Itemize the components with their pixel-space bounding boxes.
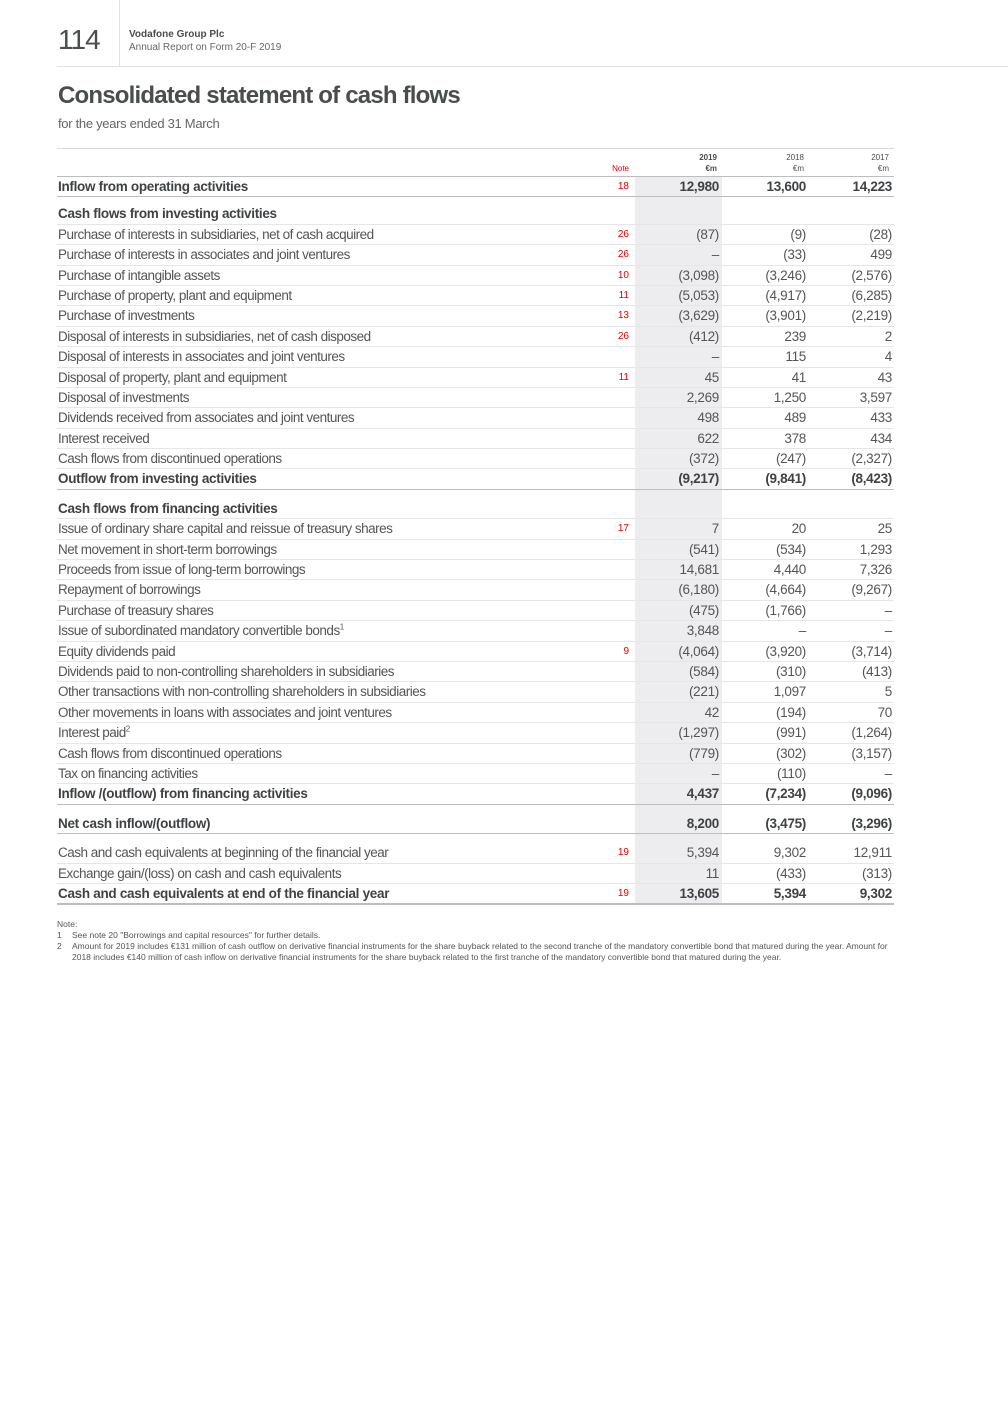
financing-heading xyxy=(57,499,894,519)
table-row xyxy=(57,864,894,884)
value-2019: (3,098) xyxy=(678,267,719,283)
value-2018: 13,600 xyxy=(766,179,806,194)
section-heading: Cash flows from financing activities xyxy=(58,500,278,516)
value-2019: 7 xyxy=(711,521,719,537)
value-2017: (2,327) xyxy=(851,451,892,467)
value-2018: 20 xyxy=(791,521,806,537)
table-row xyxy=(57,429,894,449)
value-2019: – xyxy=(711,765,719,781)
footnote-2 xyxy=(57,941,897,963)
row-label xyxy=(58,540,277,559)
row-label-text: Purchase of intangible assets xyxy=(58,267,220,283)
row-label-text: Purchase of investments xyxy=(58,308,195,324)
value-2019: 14,681 xyxy=(679,562,719,578)
value-2019: 8,200 xyxy=(686,815,719,831)
value-2018: (4,917) xyxy=(765,287,806,303)
row-label xyxy=(58,662,394,681)
unit-label: €m xyxy=(877,164,889,173)
year-label: 2018 xyxy=(786,153,804,162)
value-2019: (6,180) xyxy=(678,582,719,598)
value-2018: 9,302 xyxy=(773,845,806,861)
row-label xyxy=(58,327,371,346)
table-row xyxy=(57,306,894,326)
year-label: 2019 xyxy=(699,153,717,162)
value-2017: 70 xyxy=(877,704,892,720)
table-row xyxy=(57,408,894,428)
note-column-header: Note xyxy=(612,164,629,173)
table-row xyxy=(57,449,894,469)
year-label: 2017 xyxy=(871,153,889,162)
row-label xyxy=(58,519,392,538)
value-2017: – xyxy=(884,623,892,639)
value-2018: (33) xyxy=(783,247,806,263)
row-label xyxy=(58,864,341,883)
value-2018: 115 xyxy=(785,349,806,365)
table-row xyxy=(57,519,894,539)
footnote-text: Amount for 2019 includes €131 million of cash outflow on derivative financial instruments for the share buyback related to the second tranche of the mandatory convertible bond that matured during the year. Amount for 2018 includes €140 million of cash inflow on derivative financial instruments for the share buyback related to the first tranche of the mandatory convertible bond that matured during the year. xyxy=(72,941,888,963)
row-label xyxy=(58,601,213,620)
value-2018: (534) xyxy=(775,541,806,557)
value-2017: 499 xyxy=(870,247,892,263)
financing-rows xyxy=(57,519,894,784)
investing-heading xyxy=(57,204,894,224)
value-2018: (302) xyxy=(775,745,806,761)
value-2017: (313) xyxy=(861,865,892,881)
row-label xyxy=(58,449,282,468)
column-header-2018 xyxy=(724,152,804,174)
net-cash-row xyxy=(57,814,894,834)
value-2018: 378 xyxy=(784,430,806,446)
row-label xyxy=(58,560,305,579)
row-label xyxy=(58,286,292,305)
table-row xyxy=(57,245,894,265)
row-label xyxy=(58,723,130,742)
value-2018: (310) xyxy=(775,663,806,679)
row-label-text: Disposal of investments xyxy=(58,389,190,405)
value-2017: 43 xyxy=(877,369,892,385)
row-label: Net cash inflow/(outflow) xyxy=(58,815,211,831)
row-label xyxy=(58,429,149,448)
row-label-text: Cash flows from discontinued operations xyxy=(58,451,282,467)
value-2018: (9,841) xyxy=(765,471,806,487)
value-2018: (3,475) xyxy=(765,815,806,831)
financing-total-row xyxy=(57,784,894,804)
value-2019: (5,053) xyxy=(678,287,719,303)
value-2018: 4,440 xyxy=(773,562,806,578)
footnote-ref: 2 xyxy=(125,724,130,734)
value-2019: 498 xyxy=(697,410,719,426)
section-heading: Cash flows from investing activities xyxy=(58,206,277,222)
column-header-2019 xyxy=(637,152,717,174)
value-2019: 42 xyxy=(704,704,719,720)
value-2018: (3,920) xyxy=(765,643,806,659)
row-note: 26 xyxy=(617,249,629,261)
row-label-text: Interest paid xyxy=(58,725,126,741)
value-2017: 1,293 xyxy=(859,541,892,557)
unit-label: €m xyxy=(705,164,717,173)
footnote-number: 1 xyxy=(57,930,62,941)
value-2017: (28) xyxy=(869,226,892,242)
row-note: 11 xyxy=(618,371,629,383)
value-2017: 7,326 xyxy=(859,562,892,578)
value-2017: 434 xyxy=(870,430,892,446)
row-label-text: Interest received xyxy=(58,430,150,446)
table-row xyxy=(57,286,894,306)
value-2017: 25 xyxy=(877,521,892,537)
row-label-text: Net movement in short-term borrowings xyxy=(58,541,277,557)
row-label-text: Cash flows from discontinued operations xyxy=(58,745,282,761)
footnotes xyxy=(57,919,897,963)
value-2019: (3,629) xyxy=(678,308,719,324)
row-label xyxy=(58,266,220,285)
value-2019: 5,394 xyxy=(686,845,719,861)
value-2019: (4,064) xyxy=(678,643,719,659)
value-2017: (3,157) xyxy=(851,745,892,761)
investing-total-row xyxy=(57,469,894,489)
row-label-text: Repayment of borrowings xyxy=(58,582,201,598)
row-label-text: Disposal of property, plant and equipment xyxy=(58,369,287,385)
value-2019: – xyxy=(711,247,719,263)
table-row xyxy=(57,266,894,286)
value-2019: 13,605 xyxy=(679,885,719,901)
footnote-number: 2 xyxy=(57,941,62,952)
page-title: Consolidated statement of cash flows xyxy=(58,82,460,109)
value-2019: 12,980 xyxy=(679,179,719,194)
value-2017: (9,096) xyxy=(851,786,892,802)
table-row xyxy=(57,540,894,560)
table-row xyxy=(57,662,894,682)
value-2017: – xyxy=(884,602,892,618)
value-2018: (3,246) xyxy=(765,267,806,283)
value-2019: 2,269 xyxy=(686,389,719,405)
value-2018: 1,097 xyxy=(773,684,806,700)
value-2017: (2,576) xyxy=(851,267,892,283)
footnote-text: See note 20 "Borrowings and capital resources" for further details. xyxy=(72,930,321,941)
value-2017: – xyxy=(884,765,892,781)
value-2017: (3,296) xyxy=(851,815,892,831)
value-2017: (8,423) xyxy=(851,471,892,487)
footnote-1 xyxy=(57,930,897,941)
row-label-text: Purchase of property, plant and equipment xyxy=(58,287,292,303)
row-label-text: Dividends received from associates and joint ventures xyxy=(58,410,355,426)
row-note: 9 xyxy=(623,645,629,657)
row-label-text: Other transactions with non-controlling shareholders in subsidiaries xyxy=(58,684,426,700)
value-2017: (413) xyxy=(861,663,892,679)
table-row xyxy=(57,601,894,621)
operating-total-row xyxy=(57,177,894,197)
table-row xyxy=(57,764,894,784)
value-2019: (221) xyxy=(688,684,719,700)
row-note: 18 xyxy=(617,181,629,192)
value-2019: 11 xyxy=(705,865,719,881)
row-note: 19 xyxy=(617,847,629,859)
row-label-text: Proceeds from issue of long-term borrowings xyxy=(58,562,306,578)
value-2018: 1,250 xyxy=(773,389,806,405)
value-2019: 45 xyxy=(704,369,719,385)
row-label xyxy=(58,843,388,862)
table-row xyxy=(57,843,894,863)
investing-rows xyxy=(57,225,894,470)
row-label: Cash and cash equivalents at end of the financial year xyxy=(58,885,390,901)
table-row xyxy=(57,327,894,347)
row-note: 13 xyxy=(617,310,629,322)
value-2019: 4,437 xyxy=(686,786,719,802)
table-row xyxy=(57,642,894,662)
value-2018: (1,766) xyxy=(765,602,806,618)
value-2018: (110) xyxy=(776,765,806,781)
company-name: Vodafone Group Plc xyxy=(129,29,225,40)
column-header-2017 xyxy=(809,152,889,174)
row-label xyxy=(58,245,350,264)
row-label-text: Tax on financing activities xyxy=(58,765,198,781)
value-2018: 41 xyxy=(791,369,806,385)
value-2019: (541) xyxy=(688,541,719,557)
value-2019: 3,848 xyxy=(686,623,719,639)
footnotes-heading: Note: xyxy=(57,919,78,930)
row-label-text: Cash and cash equivalents at beginning of the financial year xyxy=(58,845,389,861)
row-label-text: Dividends paid to non-controlling shareholders in subsidiaries xyxy=(58,663,394,679)
row-label xyxy=(58,642,175,661)
row-label xyxy=(58,306,194,325)
table-row xyxy=(57,621,894,641)
table-row xyxy=(57,388,894,408)
row-label xyxy=(58,703,392,722)
value-2018: – xyxy=(798,623,806,639)
row-label xyxy=(58,621,344,640)
row-label-text: Purchase of interests in subsidiaries, net of cash acquired xyxy=(58,226,374,242)
page-subtitle: for the years ended 31 March xyxy=(58,116,220,131)
value-2017: 5 xyxy=(884,684,892,700)
value-2017: 3,597 xyxy=(859,389,892,405)
row-note: 11 xyxy=(618,289,629,301)
value-2018: (7,234) xyxy=(765,786,806,802)
value-2018: 239 xyxy=(784,328,806,344)
value-2017: 9,302 xyxy=(859,885,892,901)
row-label-text: Issue of subordinated mandatory convertible bonds xyxy=(58,623,340,639)
table-row xyxy=(57,225,894,245)
header-divider-vertical xyxy=(119,0,120,66)
row-label xyxy=(58,744,282,763)
row-label xyxy=(58,368,286,387)
value-2018: (4,664) xyxy=(765,582,806,598)
value-2018: (991) xyxy=(775,725,806,741)
value-2019: (1,297) xyxy=(678,725,719,741)
value-2019: (87) xyxy=(696,226,719,242)
value-2017: (9,267) xyxy=(851,582,892,598)
value-2019: (412) xyxy=(688,328,719,344)
row-label xyxy=(58,580,200,599)
value-2018: (247) xyxy=(775,451,806,467)
row-label-text: Disposal of interests in associates and joint ventures xyxy=(58,349,345,365)
row-label-text: Purchase of interests in associates and joint ventures xyxy=(58,247,350,263)
content xyxy=(57,148,894,963)
footnote-ref: 1 xyxy=(339,622,344,632)
row-label-text: Equity dividends paid xyxy=(58,643,176,659)
row-label: Outflow from investing activities xyxy=(58,471,257,487)
row-note: 17 xyxy=(617,523,629,535)
row-label xyxy=(58,347,345,366)
value-2017: 4 xyxy=(884,349,892,365)
page-number: 114 xyxy=(58,24,100,55)
table-row xyxy=(57,744,894,764)
table-row xyxy=(57,682,894,702)
row-label: Inflow /(outflow) from financing activities xyxy=(58,786,308,802)
table-row xyxy=(57,368,894,388)
row-label xyxy=(58,764,198,783)
cash-end-row xyxy=(57,884,894,905)
table-row xyxy=(57,703,894,723)
table-header xyxy=(57,149,894,177)
table-row xyxy=(57,560,894,580)
value-2017: 433 xyxy=(870,410,892,426)
row-label: Inflow from operating activities xyxy=(58,179,248,194)
row-note: 10 xyxy=(617,269,629,281)
row-label-text: Issue of ordinary share capital and reissue of treasury shares xyxy=(58,521,393,537)
row-note: 26 xyxy=(617,330,629,342)
value-2017: (1,264) xyxy=(851,725,892,741)
value-2019: – xyxy=(711,349,719,365)
value-2017: 14,223 xyxy=(852,179,892,194)
value-2018: (9) xyxy=(790,226,806,242)
row-label xyxy=(58,408,354,427)
cash-rows xyxy=(57,843,894,884)
cash-flow-table xyxy=(57,148,894,905)
report-name: Annual Report on Form 20-F 2019 xyxy=(129,42,282,53)
table-row xyxy=(57,347,894,367)
row-label-text: Other movements in loans with associates and joint ventures xyxy=(58,704,392,720)
value-2019: (475) xyxy=(688,602,719,618)
value-2019: (9,217) xyxy=(678,471,719,487)
value-2018: (3,901) xyxy=(765,308,806,324)
value-2019: 622 xyxy=(697,430,719,446)
value-2018: (433) xyxy=(775,865,806,881)
row-label xyxy=(58,388,189,407)
unit-label: €m xyxy=(792,164,804,173)
header-divider-horizontal xyxy=(57,66,1008,67)
row-label-text: Purchase of treasury shares xyxy=(58,602,214,618)
value-2018: 489 xyxy=(784,410,806,426)
row-note: 19 xyxy=(617,887,629,899)
value-2017: 2 xyxy=(884,328,892,344)
value-2018: 5,394 xyxy=(773,885,806,901)
value-2017: (2,219) xyxy=(851,308,892,324)
value-2019: (372) xyxy=(688,451,719,467)
value-2019: (584) xyxy=(688,663,719,679)
row-label-text: Disposal of interests in subsidiaries, net of cash disposed xyxy=(58,328,371,344)
row-label-text: Exchange gain/(loss) on cash and cash equivalents xyxy=(58,865,342,881)
row-note: 26 xyxy=(617,228,629,240)
table-row xyxy=(57,723,894,743)
value-2019: (779) xyxy=(688,745,719,761)
table-row xyxy=(57,580,894,600)
row-label xyxy=(58,225,374,244)
value-2017: 12,911 xyxy=(853,845,892,861)
value-2017: (3,714) xyxy=(851,643,892,659)
row-label xyxy=(58,682,425,701)
value-2017: (6,285) xyxy=(851,287,892,303)
value-2018: (194) xyxy=(775,704,806,720)
